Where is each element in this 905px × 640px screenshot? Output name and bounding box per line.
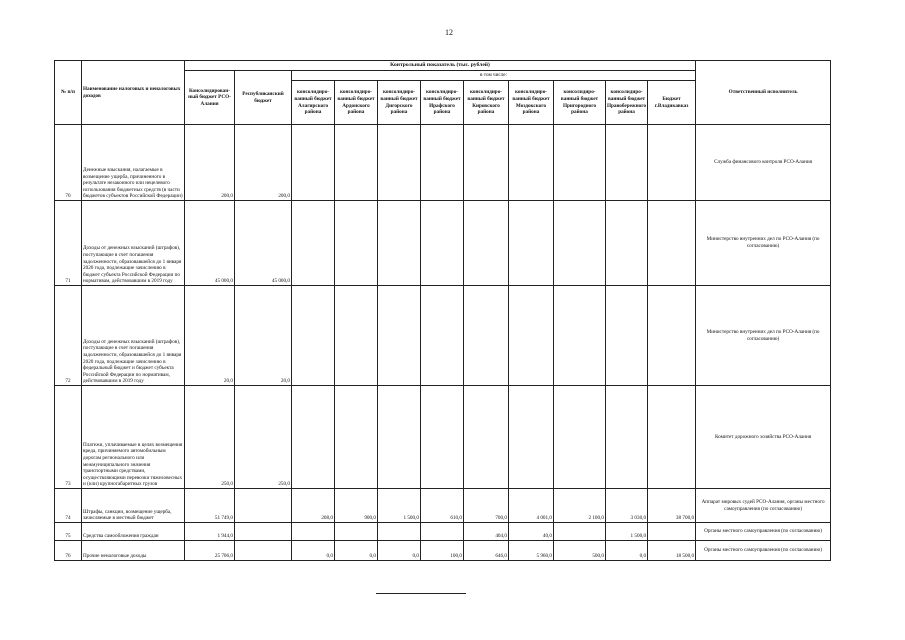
row-district-value bbox=[554, 523, 606, 541]
row-district-value bbox=[421, 523, 464, 541]
row-responsible: Комитет дорожного хозяйства РСО-Алания bbox=[696, 386, 831, 489]
table-row bbox=[55, 541, 831, 561]
row-republic-value: 20,0 bbox=[235, 286, 292, 386]
row-district-value: 500,0 bbox=[554, 541, 606, 561]
row-district-value: 40,0 bbox=[509, 523, 554, 541]
row-responsible: Аппарат мировых судей РСО-Алания, органы местного самоуправления (по согласованию) bbox=[696, 489, 831, 523]
row-district-value bbox=[509, 201, 554, 286]
row-district-value: 100,0 bbox=[421, 541, 464, 561]
header-republic: Республиканский бюджет bbox=[235, 71, 292, 125]
row-responsible: Министерство внутренних дел по РСО-Алания (по согласованию) bbox=[696, 286, 831, 386]
row-district-value bbox=[292, 286, 335, 386]
header-district: консолидиро-ванный бюджет Моздокского района bbox=[509, 81, 554, 125]
row-name: Средства самообложения граждан bbox=[82, 523, 185, 541]
row-district-value bbox=[378, 201, 421, 286]
row-district-value bbox=[378, 125, 421, 201]
row-name: Штрафы, санкции, возмещение ущерба, зачисляемые в местный бюджет bbox=[82, 489, 185, 523]
row-district-value bbox=[648, 386, 696, 489]
row-district-value bbox=[554, 125, 606, 201]
row-district-value bbox=[648, 523, 696, 541]
row-number: 72 bbox=[55, 286, 82, 386]
row-district-value bbox=[335, 201, 378, 286]
row-district-value bbox=[378, 386, 421, 489]
row-district-value bbox=[292, 386, 335, 489]
header-district: консолидиро-ванный бюджет Алагирского района bbox=[292, 81, 335, 125]
row-consolidated-value: 45 000,0 bbox=[185, 201, 235, 286]
table-row bbox=[55, 386, 831, 489]
row-number: 70 bbox=[55, 125, 82, 201]
row-district-value bbox=[606, 201, 648, 286]
row-name: Денежные взыскания, налагаемые в возмещение ущерба, причиненного в результате незаконного или нецелевого использования бюджетных средств (в части бюджетов субъектов Российской Федерации) bbox=[82, 125, 185, 201]
row-republic-value: 250,0 bbox=[235, 386, 292, 489]
row-district-value bbox=[378, 523, 421, 541]
row-district-value bbox=[421, 201, 464, 286]
header-group-title: Контрольный показатель (тыс. рублей) bbox=[185, 61, 696, 71]
row-district-value: 18 500,0 bbox=[648, 541, 696, 561]
row-district-value bbox=[554, 286, 606, 386]
row-district-value: 404,0 bbox=[464, 523, 509, 541]
row-district-value bbox=[464, 201, 509, 286]
row-district-value bbox=[464, 386, 509, 489]
row-district-value: 900,0 bbox=[335, 489, 378, 523]
header-district: консолидиро-ванный бюджет Пригородного района bbox=[554, 81, 606, 125]
row-district-value bbox=[335, 523, 378, 541]
row-district-value: 0,0 bbox=[335, 541, 378, 561]
row-district-value: 38 700,0 bbox=[648, 489, 696, 523]
row-consolidated-value: 51 749,0 bbox=[185, 489, 235, 523]
revenue-table bbox=[54, 60, 831, 561]
row-district-value bbox=[554, 386, 606, 489]
row-district-value bbox=[509, 386, 554, 489]
header-district: Бюджет г.Владикавказ bbox=[648, 81, 696, 125]
row-district-value bbox=[606, 125, 648, 201]
row-district-value: 646,0 bbox=[464, 541, 509, 561]
row-responsible: Органы местного самоуправления (по согласованию) bbox=[696, 541, 831, 561]
footnote-separator bbox=[376, 593, 466, 594]
row-district-value: 0,0 bbox=[378, 541, 421, 561]
header-name: Наименование налоговых и неналоговых доходов bbox=[82, 61, 185, 125]
row-district-value: 208,0 bbox=[292, 489, 335, 523]
row-district-value: 4 001,0 bbox=[509, 489, 554, 523]
row-district-value bbox=[421, 125, 464, 201]
row-republic-value: 45 000,0 bbox=[235, 201, 292, 286]
row-district-value bbox=[292, 125, 335, 201]
row-district-value: 0,0 bbox=[606, 541, 648, 561]
row-district-value: 0,0 bbox=[292, 541, 335, 561]
header-consolidated: Консолидирован-ный бюджет РСО-Алания bbox=[185, 71, 235, 125]
row-republic-value bbox=[235, 489, 292, 523]
table-row bbox=[55, 489, 831, 523]
row-number: 73 bbox=[55, 386, 82, 489]
row-republic-value bbox=[235, 541, 292, 561]
row-district-value bbox=[648, 125, 696, 201]
row-district-value: 5 960,0 bbox=[509, 541, 554, 561]
row-number: 75 bbox=[55, 523, 82, 541]
header-num: № п/п bbox=[55, 61, 82, 125]
table-row bbox=[55, 523, 831, 541]
row-consolidated-value: 250,0 bbox=[185, 386, 235, 489]
row-district-value bbox=[464, 286, 509, 386]
row-number: 76 bbox=[55, 541, 82, 561]
row-consolidated-value: 1 944,0 bbox=[185, 523, 235, 541]
row-name: Прочие неналоговые доходы bbox=[82, 541, 185, 561]
row-district-value bbox=[335, 125, 378, 201]
row-responsible: Министерство внутренних дел по РСО-Алания (по согласованию) bbox=[696, 201, 831, 286]
row-district-value: 2 100,0 bbox=[554, 489, 606, 523]
row-district-value bbox=[335, 386, 378, 489]
row-name: Платежи, уплачиваемые в целях возмещения вреда, причиняемого автомобильным дорогам регионального или межмуниципального значения транспортными средствами, осуществляющими перевозки тяжеловесных и (или) крупногабаритных грузов bbox=[82, 386, 185, 489]
page-number: 12 bbox=[445, 28, 453, 37]
row-district-value bbox=[648, 201, 696, 286]
row-district-value bbox=[421, 286, 464, 386]
row-name: Доходы от денежных взысканий (штрафов), поступающие в счет погашения задолженности, образовавшейся до 1 января 2020 года, подлежащие зачислению в федеральный бюджет и бюджет субъекта Российской Федерации по нормативам, действовавшим в 2019 году bbox=[82, 286, 185, 386]
table-row bbox=[55, 125, 831, 201]
header-district: консолидиро-ванный бюджет Кировского района bbox=[464, 81, 509, 125]
row-district-value: 610,0 bbox=[421, 489, 464, 523]
row-district-value bbox=[421, 386, 464, 489]
row-consolidated-value: 20,0 bbox=[185, 286, 235, 386]
row-district-value: 3 030,0 bbox=[606, 489, 648, 523]
row-number: 74 bbox=[55, 489, 82, 523]
header-district: консолидиро-ванный бюджет Ардонского района bbox=[335, 81, 378, 125]
row-responsible: Органы местного самоуправления (по согласованию) bbox=[696, 523, 831, 541]
row-district-value bbox=[554, 201, 606, 286]
row-responsible: Служба финансового контроля РСО-Алания bbox=[696, 125, 831, 201]
row-district-value bbox=[335, 286, 378, 386]
row-district-value bbox=[378, 286, 421, 386]
row-republic-value: 200,0 bbox=[235, 125, 292, 201]
row-district-value bbox=[464, 125, 509, 201]
header-district: консолидиро-ванный бюджет Правобережного района bbox=[606, 81, 648, 125]
row-district-value bbox=[606, 286, 648, 386]
header-district: консолидиро-ванный бюджет Ирафского района bbox=[421, 81, 464, 125]
row-district-value bbox=[292, 201, 335, 286]
row-number: 71 bbox=[55, 201, 82, 286]
row-republic-value bbox=[235, 523, 292, 541]
row-district-value bbox=[509, 286, 554, 386]
table-row bbox=[55, 286, 831, 386]
row-district-value bbox=[648, 286, 696, 386]
row-district-value: 1 500,0 bbox=[378, 489, 421, 523]
header-responsible: Ответственный исполнитель bbox=[696, 61, 831, 125]
header-subgroup: в том числе: bbox=[292, 71, 696, 81]
table-row bbox=[55, 201, 831, 286]
row-consolidated-value: 200,0 bbox=[185, 125, 235, 201]
row-district-value: 700,0 bbox=[464, 489, 509, 523]
row-name: Доходы от денежных взысканий (штрафов), поступающие в счет погашения задолженности, образовавшейся до 1 января 2020 года, подлежащие зачислению в бюджет субъекта Российской Федерации по нормативам, действовавшим в 2019 году bbox=[82, 201, 185, 286]
row-district-value bbox=[509, 125, 554, 201]
row-district-value bbox=[606, 386, 648, 489]
row-district-value bbox=[292, 523, 335, 541]
row-district-value: 1 500,0 bbox=[606, 523, 648, 541]
header-district: консолидиро-ванный бюджет Дигорского района bbox=[378, 81, 421, 125]
row-consolidated-value: 25 706,0 bbox=[185, 541, 235, 561]
